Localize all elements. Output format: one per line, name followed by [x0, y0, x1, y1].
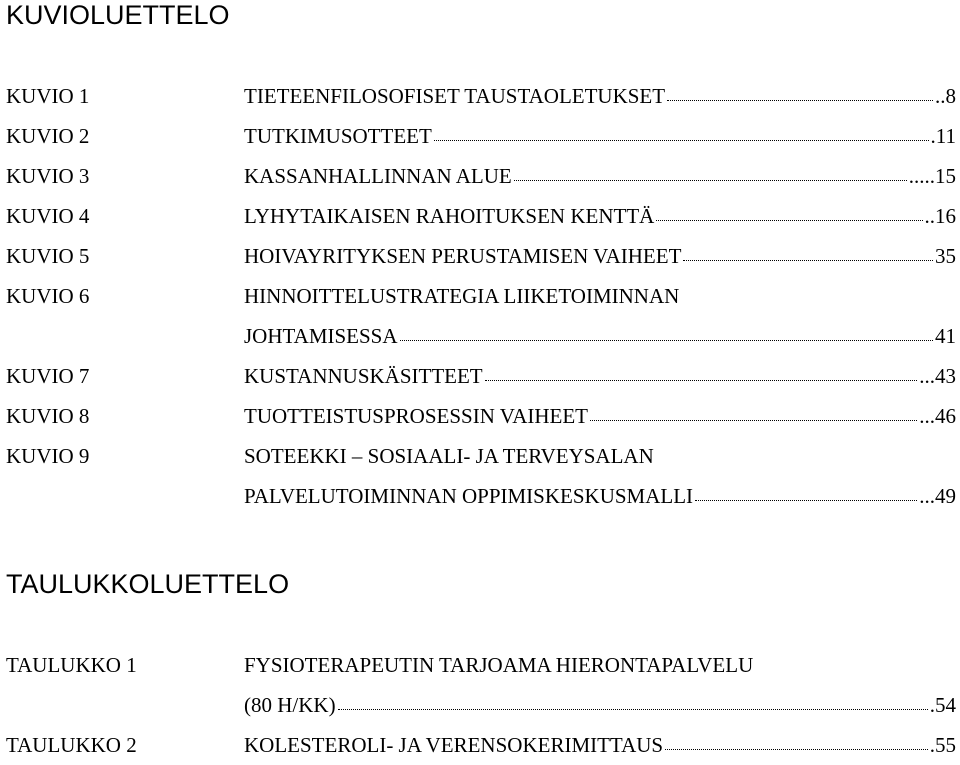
figure-title-text: TIETEENFILOSOFISET TAUSTAOLETUKSET — [244, 84, 666, 108]
figure-label: KUVIO 1 — [6, 84, 90, 108]
dot-leader — [485, 380, 918, 381]
dot-leader — [590, 420, 917, 421]
figure-title — [244, 356, 956, 396]
figure-page-number: .11 — [930, 124, 956, 148]
figure-label: KUVIO 2 — [6, 124, 90, 148]
dot-leader — [400, 340, 933, 341]
figure-title — [244, 276, 956, 356]
figure-label: KUVIO 6 — [6, 284, 90, 308]
table-title-text: KOLESTEROLI- JA VERENSOKERIMITTAUS — [244, 733, 664, 757]
dot-leader — [667, 100, 933, 101]
figure-title-text: LYHYTAIKAISEN RAHOITUKSEN KENTTÄ — [244, 204, 655, 228]
figure-title-text: HOIVAYRITYKSEN PERUSTAMISEN VAIHEET — [244, 244, 682, 268]
dot-leader — [514, 180, 907, 181]
figure-title-text: PALVELUTOIMINNAN OPPIMISKESKUSMALLI — [244, 484, 694, 508]
table-title-text: FYSIOTERAPEUTIN TARJOAMA HIERONTAPALVELU — [244, 653, 754, 677]
figure-title-text: KUSTANNUSKÄSITTEET — [244, 364, 483, 388]
figure-title-text: JOHTAMISESSA — [244, 324, 398, 348]
figure-label: KUVIO 4 — [6, 204, 90, 228]
figure-title — [244, 436, 956, 516]
figure-title-text: KASSANHALLINNAN ALUE — [244, 164, 512, 188]
figure-label: KUVIO 9 — [6, 444, 90, 468]
figure-page-number: .....15 — [908, 164, 956, 188]
figure-title — [244, 116, 956, 156]
figure-page-number: 35 — [935, 244, 956, 268]
figure-label: KUVIO 5 — [6, 244, 90, 268]
figure-title — [244, 76, 956, 116]
figure-title — [244, 196, 956, 236]
figure-page-number: ..8 — [935, 84, 956, 108]
figure-label: KUVIO 8 — [6, 404, 90, 428]
table-label: TAULUKKO 2 — [6, 733, 137, 757]
table-page-number: .54 — [929, 693, 956, 717]
figure-title — [244, 396, 956, 436]
figure-page-number: ...49 — [919, 484, 956, 508]
table-title — [244, 645, 956, 725]
figure-page-number: ..16 — [924, 204, 956, 228]
figure-title — [244, 236, 956, 276]
dot-leader — [434, 140, 929, 141]
dot-leader — [683, 260, 933, 261]
figure-page-number: ...46 — [919, 404, 956, 428]
dot-leader — [665, 749, 928, 750]
figure-page-number: ...43 — [919, 364, 956, 388]
figure-title-text: SOTEEKKI – SOSIAALI- JA TERVEYSALAN — [244, 444, 654, 468]
figure-title-text: HINNOITTELUSTRATEGIA LIIKETOIMINNAN — [244, 284, 680, 308]
table-title-text: (80 H/KK) — [244, 693, 336, 717]
figure-title-text: TUTKIMUSOTTEET — [244, 124, 432, 148]
figure-label: KUVIO 3 — [6, 164, 90, 188]
figure-title — [244, 156, 956, 196]
tables-heading: TAULUKKOLUETTELO — [6, 569, 290, 599]
table-page-number: .55 — [929, 733, 956, 757]
figure-page-number: 41 — [935, 324, 956, 348]
table-title — [244, 725, 956, 765]
figure-label: KUVIO 7 — [6, 364, 90, 388]
dot-leader — [656, 220, 922, 221]
figure-title-text: TUOTTEISTUSPROSESSIN VAIHEET — [244, 404, 588, 428]
dot-leader — [338, 709, 928, 710]
table-label: TAULUKKO 1 — [6, 653, 137, 677]
figures-heading: KUVIOLUETTELO — [6, 0, 230, 30]
dot-leader — [695, 500, 917, 501]
